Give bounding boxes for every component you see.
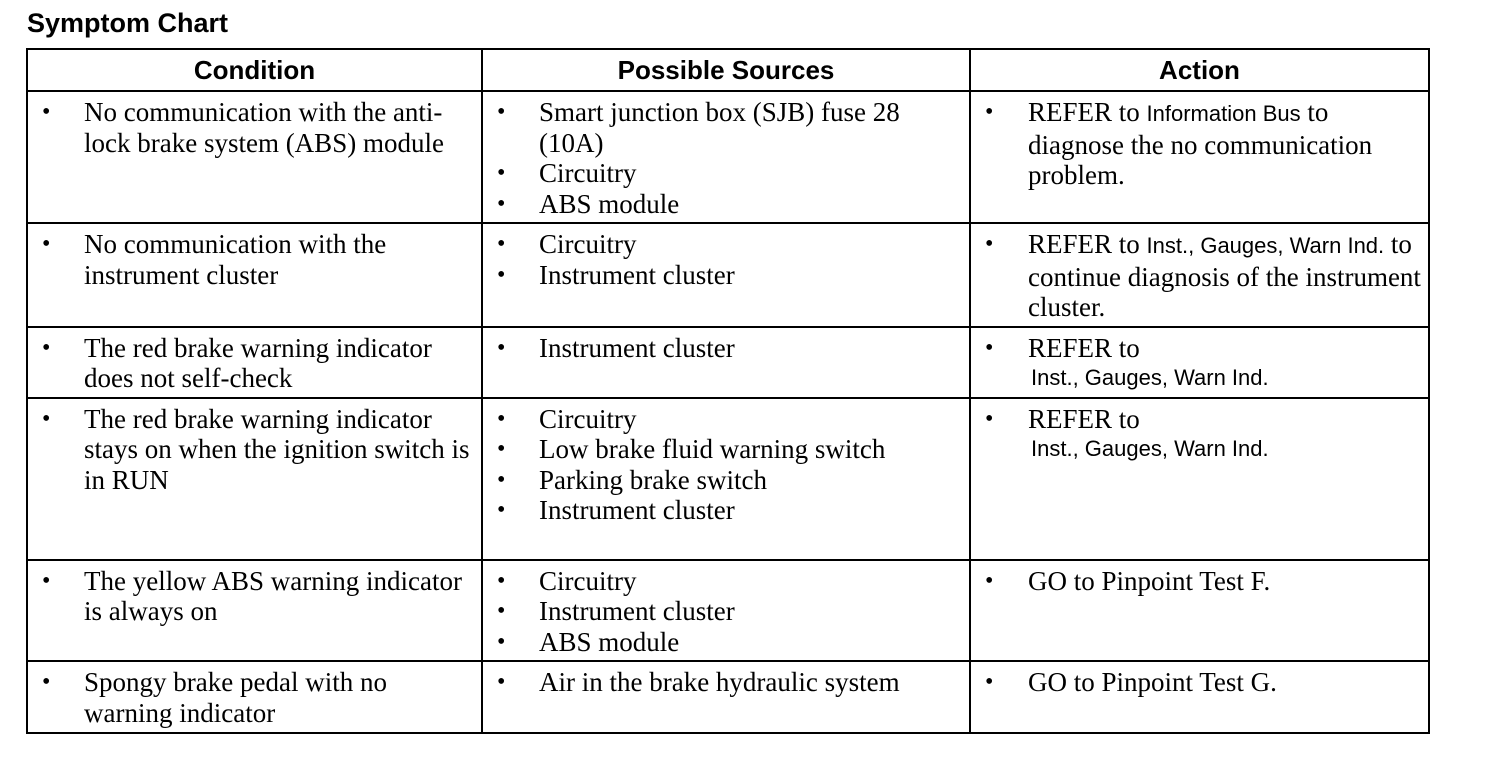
condition-text: • The yellow ABS warning indicator is always on (28, 566, 477, 627)
source-item: • Instrument cluster (483, 495, 965, 526)
action-cell (970, 398, 1429, 560)
source-item: • Instrument cluster (483, 260, 965, 291)
source-item: • Circuitry (483, 404, 965, 435)
action-cell (970, 327, 1429, 398)
sources-cell (482, 327, 970, 398)
condition-cell (27, 91, 482, 223)
action-text: • GO to Pinpoint Test G. (971, 667, 1424, 698)
table-row (27, 560, 1429, 662)
source-item: • Air in the brake hydraulic system (483, 667, 965, 698)
condition-text: • The red brake warning indicator does not self-check (28, 333, 477, 394)
reference-link[interactable]: Inst., Gauges, Warn Ind. (1031, 365, 1269, 390)
condition-cell (27, 560, 482, 662)
action-text: • GO to Pinpoint Test F. (971, 566, 1424, 597)
condition-cell (27, 223, 482, 327)
header-action: Action (970, 49, 1429, 91)
table-row (27, 398, 1429, 560)
reference-link[interactable]: Inst., Gauges, Warn Ind. (1031, 436, 1269, 461)
action-text: REFER to (1028, 403, 1140, 434)
table-row (27, 327, 1429, 398)
action-text: REFER to (1028, 332, 1140, 363)
source-item: • Instrument cluster (483, 333, 965, 364)
action-text: REFER to (1028, 229, 1147, 259)
condition-cell (27, 398, 482, 560)
condition-text: • The red brake warning indicator stays on when the ignition switch is in RUN (28, 404, 477, 496)
source-item: • ABS module (483, 627, 965, 658)
symptom-chart-table (26, 48, 1430, 734)
condition-text: • No communication with the instrument cluster (28, 229, 477, 290)
action-cell (970, 223, 1429, 327)
source-item: • Smart junction box (SJB) fuse 28 (10A) (483, 97, 965, 158)
source-item: • ABS module (483, 189, 965, 220)
page-title: Symptom Chart (27, 8, 229, 38)
action-item (971, 404, 1424, 465)
action-item (971, 333, 1424, 394)
sources-cell (482, 398, 970, 560)
source-item: • Circuitry (483, 229, 965, 260)
action-item (971, 97, 1424, 191)
source-item: • Low brake fluid warning switch (483, 434, 965, 465)
sources-cell (482, 91, 970, 223)
reference-link[interactable]: Information Bus (1146, 101, 1301, 126)
action-cell (970, 560, 1429, 662)
source-item: • Circuitry (483, 158, 965, 189)
table-row (27, 223, 1429, 327)
header-row (27, 49, 1429, 91)
action-text: to continue diagnosis of the instrument cluster. (1028, 229, 1421, 322)
source-item: • Instrument cluster (483, 596, 965, 627)
sources-cell (482, 560, 970, 662)
action-text: to diagnose the no communication problem. (1028, 97, 1373, 190)
condition-text: • Spongy brake pedal with no warning indicator (28, 667, 477, 728)
sources-cell (482, 223, 970, 327)
header-condition: Condition (27, 49, 482, 91)
source-item: • Parking brake switch (483, 465, 965, 496)
sources-cell (482, 661, 970, 733)
action-text: REFER to (1028, 97, 1147, 127)
action-cell (970, 91, 1429, 223)
table-row (27, 91, 1429, 223)
action-cell (970, 661, 1429, 733)
header-possible-sources: Possible Sources (482, 49, 970, 91)
condition-cell (27, 661, 482, 733)
condition-cell (27, 327, 482, 398)
condition-text: • No communication with the anti-lock brake system (ABS) module (28, 97, 477, 158)
source-item: • Circuitry (483, 566, 965, 597)
reference-link[interactable]: Inst., Gauges, Warn Ind. (1146, 233, 1385, 258)
action-item (971, 229, 1424, 323)
table-row (27, 661, 1429, 733)
